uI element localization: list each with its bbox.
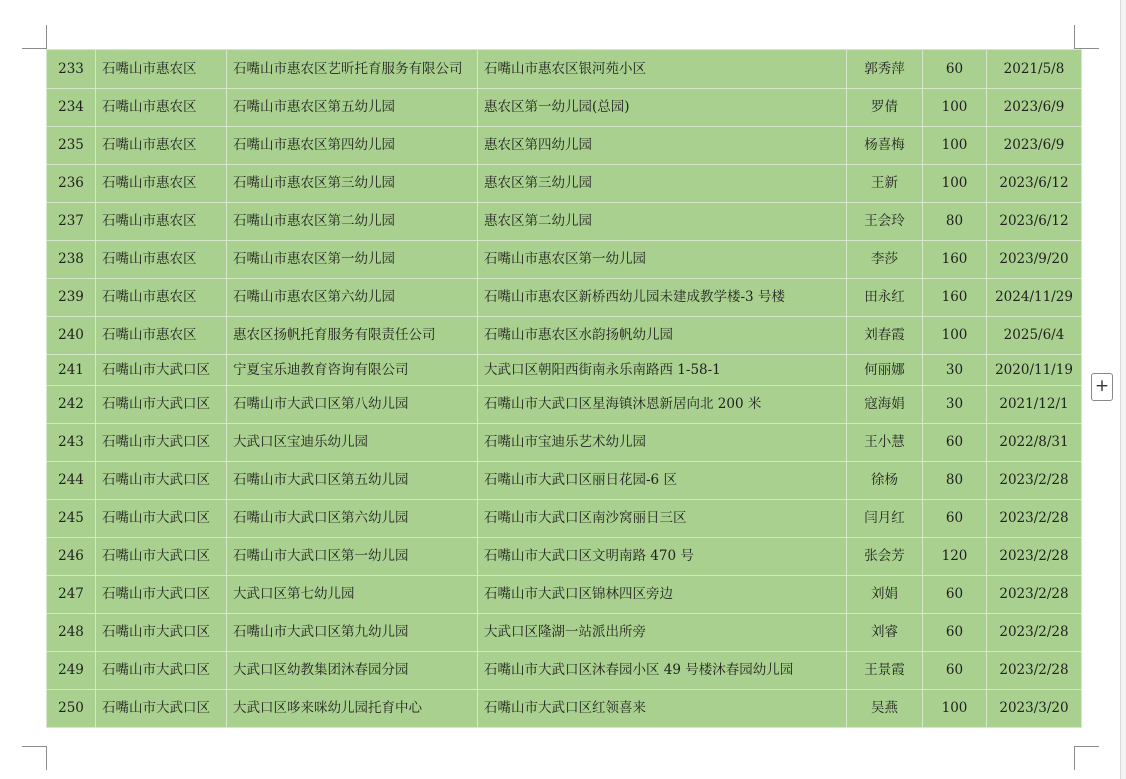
cell-capacity[interactable]: 60 (923, 614, 987, 652)
cell-organization[interactable]: 大武口区第七幼儿园 (227, 576, 478, 614)
cell-number[interactable]: 238 (47, 241, 96, 279)
cell-capacity[interactable]: 30 (923, 355, 987, 386)
cell-organization[interactable]: 石嘴山市惠农区第三幼儿园 (227, 165, 478, 203)
table-row (47, 424, 1082, 462)
cell-district[interactable]: 石嘴山市惠农区 (96, 50, 227, 89)
cell-address[interactable]: 石嘴山市惠农区新桥西幼儿园未建成教学楼-3 号楼 (478, 279, 847, 317)
cell-number[interactable]: 234 (47, 89, 96, 127)
cell-capacity[interactable]: 100 (923, 317, 987, 355)
cell-address[interactable]: 惠农区第一幼儿园(总园) (478, 89, 847, 127)
cell-organization[interactable]: 石嘴山市大武口区第一幼儿园 (227, 538, 478, 576)
cell-date[interactable]: 2023/6/9 (987, 127, 1082, 165)
cell-capacity[interactable]: 80 (923, 462, 987, 500)
table-row (47, 241, 1082, 279)
crop-mark-top-right-v (1074, 25, 1075, 49)
cell-capacity[interactable]: 60 (923, 652, 987, 690)
table-row (47, 690, 1082, 728)
cell-capacity[interactable]: 100 (923, 690, 987, 728)
cell-contact[interactable]: 王新 (847, 165, 923, 203)
table-row (47, 614, 1082, 652)
cell-address[interactable]: 石嘴山市惠农区第一幼儿园 (478, 241, 847, 279)
cell-capacity[interactable]: 120 (923, 538, 987, 576)
cell-contact[interactable]: 田永红 (847, 279, 923, 317)
cell-contact[interactable]: 闫月红 (847, 500, 923, 538)
cell-contact[interactable]: 刘睿 (847, 614, 923, 652)
cell-contact[interactable]: 刘春霞 (847, 317, 923, 355)
cell-contact[interactable]: 王会玲 (847, 203, 923, 241)
cell-date[interactable]: 2021/12/1 (987, 386, 1082, 424)
cell-number[interactable]: 247 (47, 576, 96, 614)
cell-address[interactable]: 石嘴山市惠农区水韵扬帆幼儿园 (478, 317, 847, 355)
cell-capacity[interactable]: 160 (923, 241, 987, 279)
cell-contact[interactable]: 王景霞 (847, 652, 923, 690)
cell-district[interactable]: 石嘴山市惠农区 (96, 127, 227, 165)
cell-district[interactable]: 石嘴山市惠农区 (96, 241, 227, 279)
cell-number[interactable]: 233 (47, 50, 96, 89)
cell-address[interactable]: 惠农区第三幼儿园 (478, 165, 847, 203)
cell-date[interactable]: 2024/11/29 (987, 279, 1082, 317)
cell-number[interactable]: 239 (47, 279, 96, 317)
cell-date[interactable]: 2023/2/28 (987, 462, 1082, 500)
cell-capacity[interactable]: 60 (923, 500, 987, 538)
cell-capacity[interactable]: 60 (923, 424, 987, 462)
cell-number[interactable]: 244 (47, 462, 96, 500)
table-row (47, 127, 1082, 165)
cell-district[interactable]: 石嘴山市惠农区 (96, 317, 227, 355)
table-row (47, 279, 1082, 317)
cell-district[interactable]: 石嘴山市大武口区 (96, 462, 227, 500)
crop-mark-bottom-right-h (1075, 746, 1099, 747)
cell-address[interactable]: 石嘴山市大武口区南沙窝丽日三区 (478, 500, 847, 538)
cell-contact[interactable]: 郭秀萍 (847, 50, 923, 89)
cell-organization[interactable]: 大武口区哆来咪幼儿园托育中心 (227, 690, 478, 728)
cell-organization[interactable]: 石嘴山市大武口区第六幼儿园 (227, 500, 478, 538)
cell-district[interactable]: 石嘴山市惠农区 (96, 89, 227, 127)
crop-mark-bottom-right-v (1074, 746, 1075, 770)
cell-organization[interactable]: 石嘴山市大武口区第五幼儿园 (227, 462, 478, 500)
cell-number[interactable]: 249 (47, 652, 96, 690)
cell-date[interactable]: 2023/3/20 (987, 690, 1082, 728)
cell-organization[interactable]: 石嘴山市惠农区第一幼儿园 (227, 241, 478, 279)
cell-address[interactable]: 大武口区朝阳西街南永乐南路西 1-58-1 (478, 355, 847, 386)
table-row (47, 538, 1082, 576)
cell-organization[interactable]: 大武口区幼教集团沐春园分园 (227, 652, 478, 690)
cell-capacity[interactable]: 60 (923, 576, 987, 614)
cell-district[interactable]: 石嘴山市大武口区 (96, 614, 227, 652)
cell-organization[interactable]: 石嘴山市惠农区第六幼儿园 (227, 279, 478, 317)
cell-district[interactable]: 石嘴山市惠农区 (96, 165, 227, 203)
cell-capacity[interactable]: 30 (923, 386, 987, 424)
cell-contact[interactable]: 张会芳 (847, 538, 923, 576)
cell-capacity[interactable]: 100 (923, 89, 987, 127)
cell-address[interactable]: 石嘴山市大武口区红领喜来 (478, 690, 847, 728)
cell-district[interactable]: 石嘴山市惠农区 (96, 279, 227, 317)
cell-address[interactable]: 石嘴山市宝迪乐艺术幼儿园 (478, 424, 847, 462)
cell-district[interactable]: 石嘴山市惠农区 (96, 203, 227, 241)
cell-address[interactable]: 石嘴山市大武口区文明南路 470 号 (478, 538, 847, 576)
table-row (47, 652, 1082, 690)
cell-number[interactable]: 235 (47, 127, 96, 165)
crop-mark-top-left-h (22, 48, 46, 49)
table-body (47, 50, 1082, 728)
crop-mark-bottom-left-v (46, 746, 47, 770)
cell-date[interactable]: 2023/6/12 (987, 203, 1082, 241)
cell-organization[interactable]: 石嘴山市大武口区第八幼儿园 (227, 386, 478, 424)
cell-address[interactable]: 石嘴山市大武口区丽日花园-6 区 (478, 462, 847, 500)
cell-date[interactable]: 2023/2/28 (987, 500, 1082, 538)
cell-number[interactable]: 250 (47, 690, 96, 728)
cell-organization[interactable]: 宁夏宝乐迪教育咨询有限公司 (227, 355, 478, 386)
cell-organization[interactable]: 石嘴山市大武口区第九幼儿园 (227, 614, 478, 652)
cell-district[interactable]: 石嘴山市大武口区 (96, 355, 227, 386)
cell-contact[interactable]: 李莎 (847, 241, 923, 279)
table-row (47, 500, 1082, 538)
crop-mark-top-left-v (46, 25, 47, 49)
cell-district[interactable]: 石嘴山市大武口区 (96, 386, 227, 424)
table-row (47, 355, 1082, 386)
cell-organization[interactable]: 石嘴山市惠农区第四幼儿园 (227, 127, 478, 165)
cell-date[interactable]: 2023/2/28 (987, 614, 1082, 652)
cell-capacity[interactable]: 100 (923, 165, 987, 203)
cell-contact[interactable]: 刘娟 (847, 576, 923, 614)
cell-contact[interactable]: 罗倩 (847, 89, 923, 127)
cell-date[interactable]: 2021/5/8 (987, 50, 1082, 89)
table-row (47, 462, 1082, 500)
cell-number[interactable]: 242 (47, 386, 96, 424)
cell-number[interactable]: 245 (47, 500, 96, 538)
childcare-table[interactable] (46, 49, 1082, 728)
cell-organization[interactable]: 石嘴山市惠农区第二幼儿园 (227, 203, 478, 241)
cell-number[interactable]: 240 (47, 317, 96, 355)
table-row (47, 50, 1082, 89)
cell-district[interactable]: 石嘴山市大武口区 (96, 538, 227, 576)
cell-address[interactable]: 石嘴山市大武口区沐春园小区 49 号楼沐春园幼儿园 (478, 652, 847, 690)
cell-date[interactable]: 2023/2/28 (987, 576, 1082, 614)
cell-date[interactable]: 2023/9/20 (987, 241, 1082, 279)
cell-organization[interactable]: 大武口区宝迪乐幼儿园 (227, 424, 478, 462)
cell-date[interactable]: 2022/8/31 (987, 424, 1082, 462)
cell-number[interactable]: 236 (47, 165, 96, 203)
cell-number[interactable]: 237 (47, 203, 96, 241)
cell-number[interactable]: 241 (47, 355, 96, 386)
cell-contact[interactable]: 寇海娟 (847, 386, 923, 424)
cell-address[interactable]: 惠农区第二幼儿园 (478, 203, 847, 241)
cell-date[interactable]: 2023/6/12 (987, 165, 1082, 203)
cell-number[interactable]: 246 (47, 538, 96, 576)
cell-district[interactable]: 石嘴山市大武口区 (96, 690, 227, 728)
cell-address[interactable]: 大武口区隆湖一站派出所旁 (478, 614, 847, 652)
cell-district[interactable]: 石嘴山市大武口区 (96, 500, 227, 538)
table-row (47, 317, 1082, 355)
cell-contact[interactable]: 徐杨 (847, 462, 923, 500)
table-row (47, 576, 1082, 614)
cell-capacity[interactable]: 80 (923, 203, 987, 241)
cell-contact[interactable]: 何丽娜 (847, 355, 923, 386)
cell-capacity[interactable]: 100 (923, 127, 987, 165)
table-row (47, 386, 1082, 424)
table-row (47, 203, 1082, 241)
cell-date[interactable]: 2020/11/19 (987, 355, 1082, 386)
cell-district[interactable]: 石嘴山市大武口区 (96, 652, 227, 690)
cell-organization[interactable]: 惠农区扬帆托育服务有限责任公司 (227, 317, 478, 355)
cell-contact[interactable]: 王小慧 (847, 424, 923, 462)
cell-address[interactable]: 石嘴山市大武口区星海镇沐恩新居向北 200 米 (478, 386, 847, 424)
cell-capacity[interactable]: 160 (923, 279, 987, 317)
cell-date[interactable]: 2025/6/4 (987, 317, 1082, 355)
table-row (47, 165, 1082, 203)
cell-organization[interactable]: 石嘴山市惠农区第五幼儿园 (227, 89, 478, 127)
cell-district[interactable]: 石嘴山市大武口区 (96, 424, 227, 462)
cell-capacity[interactable]: 60 (923, 50, 987, 89)
cell-address[interactable]: 石嘴山市大武口区锦林四区旁边 (478, 576, 847, 614)
cell-contact[interactable]: 杨喜梅 (847, 127, 923, 165)
cell-address[interactable]: 石嘴山市惠农区银河苑小区 (478, 50, 847, 89)
cell-date[interactable]: 2023/6/9 (987, 89, 1082, 127)
cell-district[interactable]: 石嘴山市大武口区 (96, 576, 227, 614)
table-row (47, 89, 1082, 127)
cell-address[interactable]: 惠农区第四幼儿园 (478, 127, 847, 165)
cell-date[interactable]: 2023/2/28 (987, 652, 1082, 690)
cell-number[interactable]: 243 (47, 424, 96, 462)
cell-date[interactable]: 2023/2/28 (987, 538, 1082, 576)
cell-organization[interactable]: 石嘴山市惠农区艺昕托育服务有限公司 (227, 50, 478, 89)
cell-contact[interactable]: 吴燕 (847, 690, 923, 728)
cell-number[interactable]: 248 (47, 614, 96, 652)
add-row-icon[interactable]: + (1091, 373, 1113, 401)
crop-mark-bottom-left-h (22, 746, 46, 747)
